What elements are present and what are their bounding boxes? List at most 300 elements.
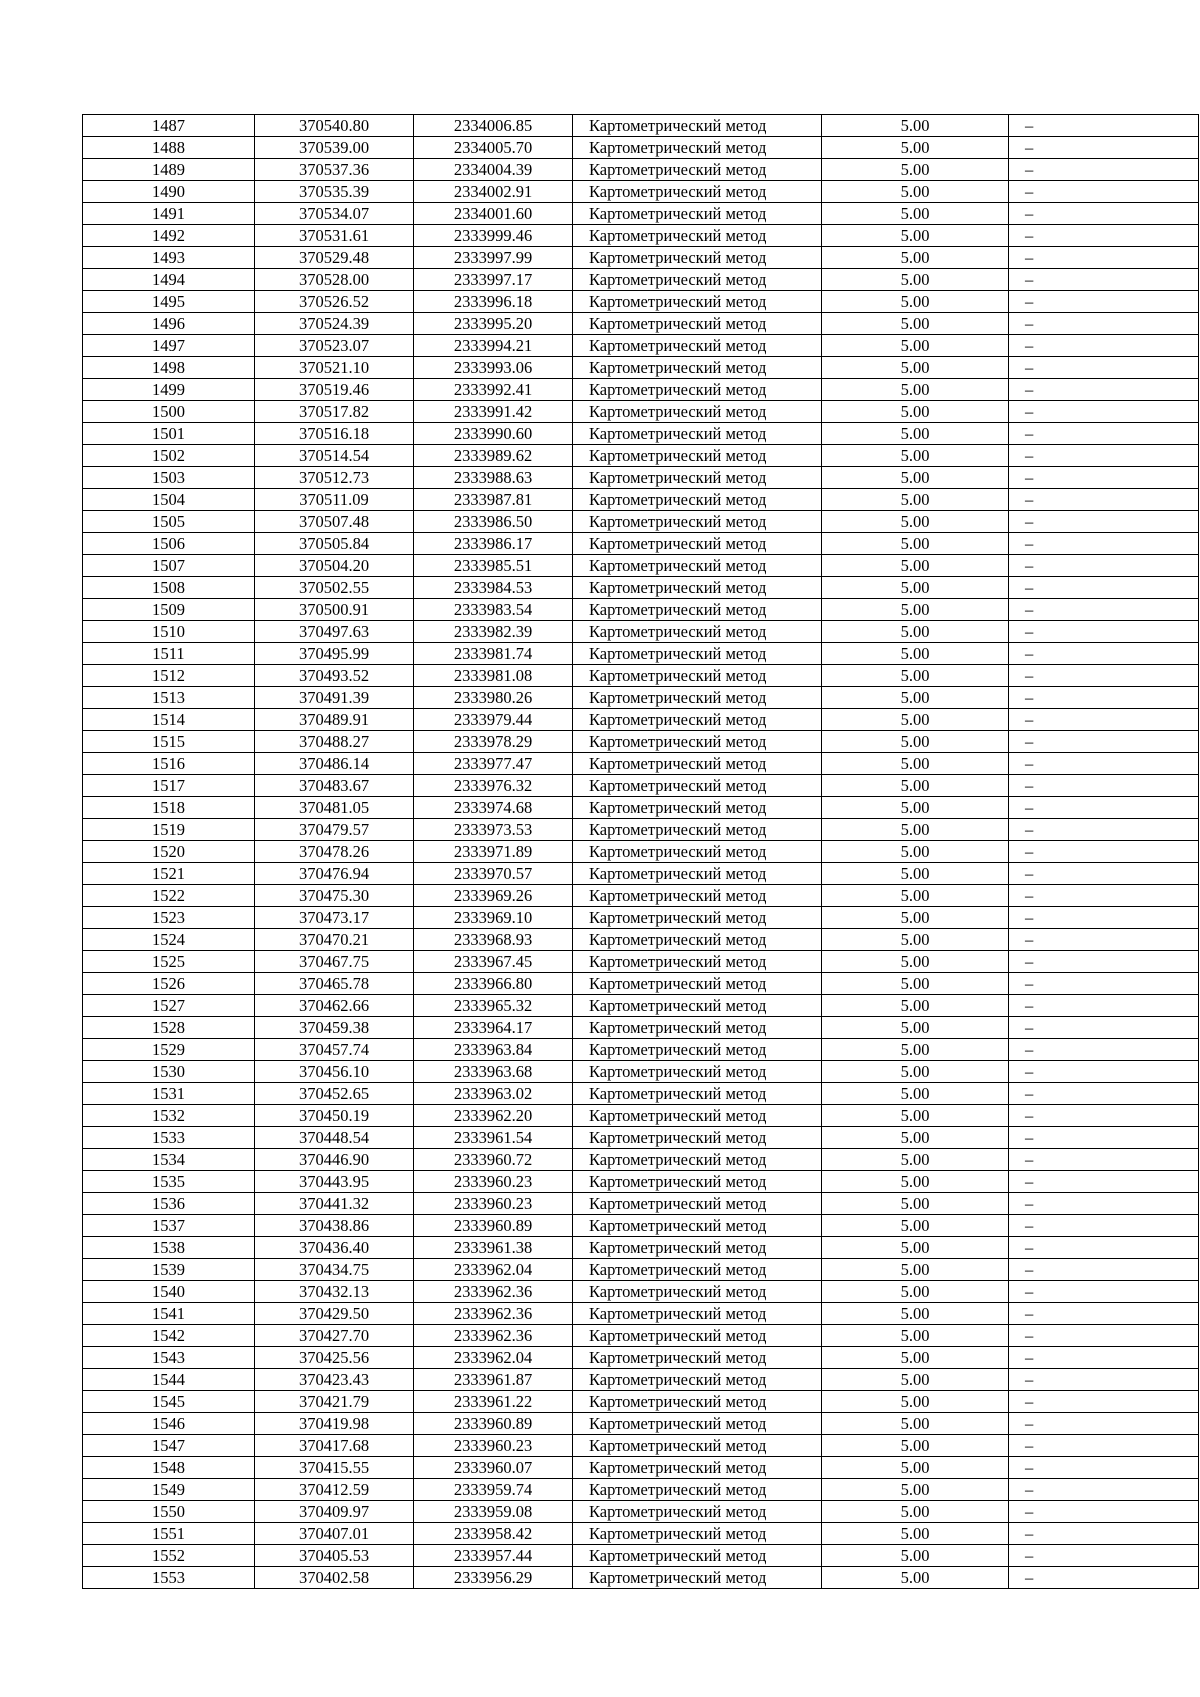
- table-row: [83, 137, 1199, 159]
- point-number-cell: 1505: [83, 511, 255, 533]
- table-row: [83, 1545, 1199, 1567]
- method-cell: Картометрический метод: [573, 445, 822, 467]
- accuracy-cell: 5.00: [822, 1413, 1009, 1435]
- table-body: [83, 115, 1199, 1589]
- accuracy-cell: 5.00: [822, 357, 1009, 379]
- point-number-cell: 1507: [83, 555, 255, 577]
- point-number-cell: 1534: [83, 1149, 255, 1171]
- y-coordinate-cell: 2333974.68: [414, 797, 573, 819]
- method-cell: Картометрический метод: [573, 401, 822, 423]
- description-cell: –: [1009, 1391, 1199, 1413]
- table-row: [83, 929, 1199, 951]
- description-cell: –: [1009, 423, 1199, 445]
- table-row: [83, 423, 1199, 445]
- description-cell: –: [1009, 1369, 1199, 1391]
- y-coordinate-cell: 2333991.42: [414, 401, 573, 423]
- x-coordinate-cell: 370491.39: [255, 687, 414, 709]
- accuracy-cell: 5.00: [822, 379, 1009, 401]
- table-row: [83, 1281, 1199, 1303]
- x-coordinate-cell: 370456.10: [255, 1061, 414, 1083]
- table-row: [83, 1061, 1199, 1083]
- accuracy-cell: 5.00: [822, 599, 1009, 621]
- x-coordinate-cell: 370495.99: [255, 643, 414, 665]
- point-number-cell: 1539: [83, 1259, 255, 1281]
- table-row: [83, 885, 1199, 907]
- table-row: [83, 533, 1199, 555]
- y-coordinate-cell: 2333994.21: [414, 335, 573, 357]
- point-number-cell: 1506: [83, 533, 255, 555]
- y-coordinate-cell: 2333962.20: [414, 1105, 573, 1127]
- table-row: [83, 1193, 1199, 1215]
- description-cell: –: [1009, 555, 1199, 577]
- method-cell: Картометрический метод: [573, 687, 822, 709]
- description-cell: –: [1009, 115, 1199, 137]
- y-coordinate-cell: 2333963.02: [414, 1083, 573, 1105]
- x-coordinate-cell: 370486.14: [255, 753, 414, 775]
- method-cell: Картометрический метод: [573, 1369, 822, 1391]
- y-coordinate-cell: 2333995.20: [414, 313, 573, 335]
- y-coordinate-cell: 2333997.99: [414, 247, 573, 269]
- accuracy-cell: 5.00: [822, 335, 1009, 357]
- point-number-cell: 1533: [83, 1127, 255, 1149]
- point-number-cell: 1535: [83, 1171, 255, 1193]
- point-number-cell: 1540: [83, 1281, 255, 1303]
- point-number-cell: 1508: [83, 577, 255, 599]
- method-cell: Картометрический метод: [573, 269, 822, 291]
- x-coordinate-cell: 370514.54: [255, 445, 414, 467]
- point-number-cell: 1495: [83, 291, 255, 313]
- point-number-cell: 1492: [83, 225, 255, 247]
- description-cell: –: [1009, 951, 1199, 973]
- x-coordinate-cell: 370478.26: [255, 841, 414, 863]
- accuracy-cell: 5.00: [822, 643, 1009, 665]
- method-cell: Картометрический метод: [573, 797, 822, 819]
- method-cell: Картометрический метод: [573, 1545, 822, 1567]
- accuracy-cell: 5.00: [822, 1281, 1009, 1303]
- description-cell: –: [1009, 1171, 1199, 1193]
- x-coordinate-cell: 370497.63: [255, 621, 414, 643]
- y-coordinate-cell: 2333997.17: [414, 269, 573, 291]
- accuracy-cell: 5.00: [822, 665, 1009, 687]
- accuracy-cell: 5.00: [822, 973, 1009, 995]
- accuracy-cell: 5.00: [822, 709, 1009, 731]
- method-cell: Картометрический метод: [573, 423, 822, 445]
- method-cell: Картометрический метод: [573, 1259, 822, 1281]
- accuracy-cell: 5.00: [822, 1039, 1009, 1061]
- point-number-cell: 1543: [83, 1347, 255, 1369]
- method-cell: Картометрический метод: [573, 995, 822, 1017]
- point-number-cell: 1513: [83, 687, 255, 709]
- accuracy-cell: 5.00: [822, 753, 1009, 775]
- point-number-cell: 1537: [83, 1215, 255, 1237]
- table-row: [83, 753, 1199, 775]
- y-coordinate-cell: 2333988.63: [414, 467, 573, 489]
- method-cell: Картометрический метод: [573, 1391, 822, 1413]
- table-row: [83, 1369, 1199, 1391]
- x-coordinate-cell: 370473.17: [255, 907, 414, 929]
- method-cell: Картометрический метод: [573, 1017, 822, 1039]
- description-cell: –: [1009, 1039, 1199, 1061]
- table-row: [83, 731, 1199, 753]
- table-row: [83, 1347, 1199, 1369]
- x-coordinate-cell: 370448.54: [255, 1127, 414, 1149]
- method-cell: Картометрический метод: [573, 1193, 822, 1215]
- x-coordinate-cell: 370534.07: [255, 203, 414, 225]
- point-number-cell: 1544: [83, 1369, 255, 1391]
- accuracy-cell: 5.00: [822, 1435, 1009, 1457]
- point-number-cell: 1504: [83, 489, 255, 511]
- x-coordinate-cell: 370417.68: [255, 1435, 414, 1457]
- method-cell: Картометрический метод: [573, 907, 822, 929]
- description-cell: –: [1009, 533, 1199, 555]
- method-cell: Картометрический метод: [573, 181, 822, 203]
- description-cell: –: [1009, 401, 1199, 423]
- y-coordinate-cell: 2333956.29: [414, 1567, 573, 1589]
- x-coordinate-cell: 370462.66: [255, 995, 414, 1017]
- x-coordinate-cell: 370452.65: [255, 1083, 414, 1105]
- method-cell: Картометрический метод: [573, 115, 822, 137]
- x-coordinate-cell: 370467.75: [255, 951, 414, 973]
- accuracy-cell: 5.00: [822, 247, 1009, 269]
- x-coordinate-cell: 370524.39: [255, 313, 414, 335]
- accuracy-cell: 5.00: [822, 511, 1009, 533]
- accuracy-cell: 5.00: [822, 1149, 1009, 1171]
- method-cell: Картометрический метод: [573, 357, 822, 379]
- point-number-cell: 1536: [83, 1193, 255, 1215]
- x-coordinate-cell: 370511.09: [255, 489, 414, 511]
- description-cell: –: [1009, 929, 1199, 951]
- description-cell: –: [1009, 467, 1199, 489]
- method-cell: Картометрический метод: [573, 489, 822, 511]
- x-coordinate-cell: 370521.10: [255, 357, 414, 379]
- x-coordinate-cell: 370459.38: [255, 1017, 414, 1039]
- method-cell: Картометрический метод: [573, 929, 822, 951]
- method-cell: Картометрический метод: [573, 1083, 822, 1105]
- accuracy-cell: 5.00: [822, 115, 1009, 137]
- x-coordinate-cell: 370407.01: [255, 1523, 414, 1545]
- description-cell: –: [1009, 665, 1199, 687]
- point-number-cell: 1552: [83, 1545, 255, 1567]
- x-coordinate-cell: 370438.86: [255, 1215, 414, 1237]
- y-coordinate-cell: 2333962.04: [414, 1347, 573, 1369]
- description-cell: –: [1009, 1237, 1199, 1259]
- y-coordinate-cell: 2333967.45: [414, 951, 573, 973]
- y-coordinate-cell: 2334006.85: [414, 115, 573, 137]
- description-cell: –: [1009, 1413, 1199, 1435]
- method-cell: Картометрический метод: [573, 1215, 822, 1237]
- method-cell: Картометрический метод: [573, 1457, 822, 1479]
- description-cell: –: [1009, 203, 1199, 225]
- accuracy-cell: 5.00: [822, 841, 1009, 863]
- description-cell: –: [1009, 445, 1199, 467]
- y-coordinate-cell: 2333970.57: [414, 863, 573, 885]
- description-cell: –: [1009, 1479, 1199, 1501]
- table-row: [83, 621, 1199, 643]
- table-row: [83, 1105, 1199, 1127]
- method-cell: Картометрический метод: [573, 951, 822, 973]
- accuracy-cell: 5.00: [822, 445, 1009, 467]
- description-cell: –: [1009, 247, 1199, 269]
- x-coordinate-cell: 370516.18: [255, 423, 414, 445]
- x-coordinate-cell: 370523.07: [255, 335, 414, 357]
- description-cell: –: [1009, 225, 1199, 247]
- point-number-cell: 1541: [83, 1303, 255, 1325]
- table-row: [83, 863, 1199, 885]
- point-number-cell: 1516: [83, 753, 255, 775]
- table-row: [83, 687, 1199, 709]
- description-cell: –: [1009, 379, 1199, 401]
- y-coordinate-cell: 2333979.44: [414, 709, 573, 731]
- x-coordinate-cell: 370528.00: [255, 269, 414, 291]
- x-coordinate-cell: 370517.82: [255, 401, 414, 423]
- y-coordinate-cell: 2333969.26: [414, 885, 573, 907]
- accuracy-cell: 5.00: [822, 1501, 1009, 1523]
- point-number-cell: 1514: [83, 709, 255, 731]
- point-number-cell: 1524: [83, 929, 255, 951]
- x-coordinate-cell: 370465.78: [255, 973, 414, 995]
- y-coordinate-cell: 2333963.84: [414, 1039, 573, 1061]
- table-row: [83, 401, 1199, 423]
- table-row: [83, 1479, 1199, 1501]
- accuracy-cell: 5.00: [822, 819, 1009, 841]
- method-cell: Картометрический метод: [573, 885, 822, 907]
- accuracy-cell: 5.00: [822, 775, 1009, 797]
- y-coordinate-cell: 2333980.26: [414, 687, 573, 709]
- y-coordinate-cell: 2333990.60: [414, 423, 573, 445]
- y-coordinate-cell: 2333959.08: [414, 1501, 573, 1523]
- accuracy-cell: 5.00: [822, 1083, 1009, 1105]
- point-number-cell: 1500: [83, 401, 255, 423]
- table-row: [83, 643, 1199, 665]
- point-number-cell: 1529: [83, 1039, 255, 1061]
- y-coordinate-cell: 2333963.68: [414, 1061, 573, 1083]
- method-cell: Картометрический метод: [573, 533, 822, 555]
- method-cell: Картометрический метод: [573, 577, 822, 599]
- table-row: [83, 467, 1199, 489]
- accuracy-cell: 5.00: [822, 1303, 1009, 1325]
- x-coordinate-cell: 370507.48: [255, 511, 414, 533]
- table-row: [83, 1325, 1199, 1347]
- description-cell: –: [1009, 621, 1199, 643]
- x-coordinate-cell: 370441.32: [255, 1193, 414, 1215]
- accuracy-cell: 5.00: [822, 1061, 1009, 1083]
- y-coordinate-cell: 2333982.39: [414, 621, 573, 643]
- accuracy-cell: 5.00: [822, 1369, 1009, 1391]
- table-row: [83, 1567, 1199, 1589]
- point-number-cell: 1490: [83, 181, 255, 203]
- x-coordinate-cell: 370429.50: [255, 1303, 414, 1325]
- x-coordinate-cell: 370505.84: [255, 533, 414, 555]
- accuracy-cell: 5.00: [822, 1259, 1009, 1281]
- x-coordinate-cell: 370415.55: [255, 1457, 414, 1479]
- table-row: [83, 973, 1199, 995]
- description-cell: –: [1009, 863, 1199, 885]
- x-coordinate-cell: 370432.13: [255, 1281, 414, 1303]
- y-coordinate-cell: 2333960.23: [414, 1171, 573, 1193]
- point-number-cell: 1531: [83, 1083, 255, 1105]
- method-cell: Картометрический метод: [573, 291, 822, 313]
- x-coordinate-cell: 370539.00: [255, 137, 414, 159]
- table-row: [83, 995, 1199, 1017]
- y-coordinate-cell: 2333976.32: [414, 775, 573, 797]
- method-cell: Картометрический метод: [573, 819, 822, 841]
- x-coordinate-cell: 370479.57: [255, 819, 414, 841]
- description-cell: –: [1009, 819, 1199, 841]
- x-coordinate-cell: 370483.67: [255, 775, 414, 797]
- description-cell: –: [1009, 973, 1199, 995]
- table-row: [83, 1523, 1199, 1545]
- description-cell: –: [1009, 1281, 1199, 1303]
- point-number-cell: 1553: [83, 1567, 255, 1589]
- table-row: [83, 555, 1199, 577]
- accuracy-cell: 5.00: [822, 907, 1009, 929]
- accuracy-cell: 5.00: [822, 1105, 1009, 1127]
- table-row: [83, 1171, 1199, 1193]
- method-cell: Картометрический метод: [573, 1479, 822, 1501]
- point-number-cell: 1488: [83, 137, 255, 159]
- y-coordinate-cell: 2333996.18: [414, 291, 573, 313]
- accuracy-cell: 5.00: [822, 555, 1009, 577]
- y-coordinate-cell: 2333961.54: [414, 1127, 573, 1149]
- description-cell: –: [1009, 181, 1199, 203]
- accuracy-cell: 5.00: [822, 1237, 1009, 1259]
- description-cell: –: [1009, 1061, 1199, 1083]
- table-row: [83, 819, 1199, 841]
- x-coordinate-cell: 370504.20: [255, 555, 414, 577]
- table-row: [83, 511, 1199, 533]
- description-cell: –: [1009, 489, 1199, 511]
- method-cell: Картометрический метод: [573, 841, 822, 863]
- description-cell: –: [1009, 1193, 1199, 1215]
- accuracy-cell: 5.00: [822, 489, 1009, 511]
- method-cell: Картометрический метод: [573, 1325, 822, 1347]
- x-coordinate-cell: 370405.53: [255, 1545, 414, 1567]
- point-number-cell: 1525: [83, 951, 255, 973]
- table-row: [83, 489, 1199, 511]
- method-cell: Картометрический метод: [573, 973, 822, 995]
- x-coordinate-cell: 370427.70: [255, 1325, 414, 1347]
- table-row: [83, 1259, 1199, 1281]
- accuracy-cell: 5.00: [822, 1193, 1009, 1215]
- y-coordinate-cell: 2333960.72: [414, 1149, 573, 1171]
- y-coordinate-cell: 2333983.54: [414, 599, 573, 621]
- y-coordinate-cell: 2334001.60: [414, 203, 573, 225]
- x-coordinate-cell: 370476.94: [255, 863, 414, 885]
- description-cell: –: [1009, 709, 1199, 731]
- accuracy-cell: 5.00: [822, 313, 1009, 335]
- y-coordinate-cell: 2333977.47: [414, 753, 573, 775]
- y-coordinate-cell: 2333981.08: [414, 665, 573, 687]
- description-cell: –: [1009, 269, 1199, 291]
- description-cell: –: [1009, 357, 1199, 379]
- table-row: [83, 907, 1199, 929]
- y-coordinate-cell: 2333960.89: [414, 1215, 573, 1237]
- accuracy-cell: 5.00: [822, 687, 1009, 709]
- point-number-cell: 1523: [83, 907, 255, 929]
- table-row: [83, 951, 1199, 973]
- accuracy-cell: 5.00: [822, 1567, 1009, 1589]
- point-number-cell: 1493: [83, 247, 255, 269]
- table-row: [83, 181, 1199, 203]
- point-number-cell: 1491: [83, 203, 255, 225]
- x-coordinate-cell: 370446.90: [255, 1149, 414, 1171]
- x-coordinate-cell: 370526.52: [255, 291, 414, 313]
- x-coordinate-cell: 370540.80: [255, 115, 414, 137]
- y-coordinate-cell: 2333978.29: [414, 731, 573, 753]
- table-row: [83, 225, 1199, 247]
- description-cell: –: [1009, 137, 1199, 159]
- y-coordinate-cell: 2333984.53: [414, 577, 573, 599]
- method-cell: Картометрический метод: [573, 1237, 822, 1259]
- description-cell: –: [1009, 753, 1199, 775]
- accuracy-cell: 5.00: [822, 159, 1009, 181]
- description-cell: –: [1009, 159, 1199, 181]
- table-row: [83, 445, 1199, 467]
- x-coordinate-cell: 370423.43: [255, 1369, 414, 1391]
- method-cell: Картометрический метод: [573, 137, 822, 159]
- x-coordinate-cell: 370529.48: [255, 247, 414, 269]
- accuracy-cell: 5.00: [822, 797, 1009, 819]
- accuracy-cell: 5.00: [822, 181, 1009, 203]
- method-cell: Картометрический метод: [573, 1413, 822, 1435]
- table-row: [83, 1017, 1199, 1039]
- table-row: [83, 1127, 1199, 1149]
- table-row: [83, 1303, 1199, 1325]
- y-coordinate-cell: 2333961.87: [414, 1369, 573, 1391]
- x-coordinate-cell: 370519.46: [255, 379, 414, 401]
- table-row: [83, 1413, 1199, 1435]
- x-coordinate-cell: 370488.27: [255, 731, 414, 753]
- x-coordinate-cell: 370412.59: [255, 1479, 414, 1501]
- description-cell: –: [1009, 1259, 1199, 1281]
- x-coordinate-cell: 370434.75: [255, 1259, 414, 1281]
- point-number-cell: 1510: [83, 621, 255, 643]
- method-cell: Картометрический метод: [573, 1171, 822, 1193]
- method-cell: Картометрический метод: [573, 775, 822, 797]
- description-cell: –: [1009, 1435, 1199, 1457]
- y-coordinate-cell: 2334005.70: [414, 137, 573, 159]
- accuracy-cell: 5.00: [822, 731, 1009, 753]
- description-cell: –: [1009, 1127, 1199, 1149]
- y-coordinate-cell: 2333965.32: [414, 995, 573, 1017]
- table-row: [83, 269, 1199, 291]
- point-number-cell: 1501: [83, 423, 255, 445]
- accuracy-cell: 5.00: [822, 423, 1009, 445]
- description-cell: –: [1009, 841, 1199, 863]
- point-number-cell: 1496: [83, 313, 255, 335]
- y-coordinate-cell: 2333962.36: [414, 1303, 573, 1325]
- accuracy-cell: 5.00: [822, 269, 1009, 291]
- description-cell: –: [1009, 1501, 1199, 1523]
- description-cell: –: [1009, 687, 1199, 709]
- method-cell: Картометрический метод: [573, 511, 822, 533]
- description-cell: –: [1009, 995, 1199, 1017]
- table-row: [83, 313, 1199, 335]
- description-cell: –: [1009, 1105, 1199, 1127]
- point-number-cell: 1519: [83, 819, 255, 841]
- table-row: [83, 709, 1199, 731]
- y-coordinate-cell: 2333962.36: [414, 1281, 573, 1303]
- table-row: [83, 665, 1199, 687]
- x-coordinate-cell: 370481.05: [255, 797, 414, 819]
- method-cell: Картометрический метод: [573, 753, 822, 775]
- y-coordinate-cell: 2333960.89: [414, 1413, 573, 1435]
- x-coordinate-cell: 370489.91: [255, 709, 414, 731]
- point-number-cell: 1527: [83, 995, 255, 1017]
- description-cell: –: [1009, 511, 1199, 533]
- description-cell: –: [1009, 797, 1199, 819]
- method-cell: Картометрический метод: [573, 1127, 822, 1149]
